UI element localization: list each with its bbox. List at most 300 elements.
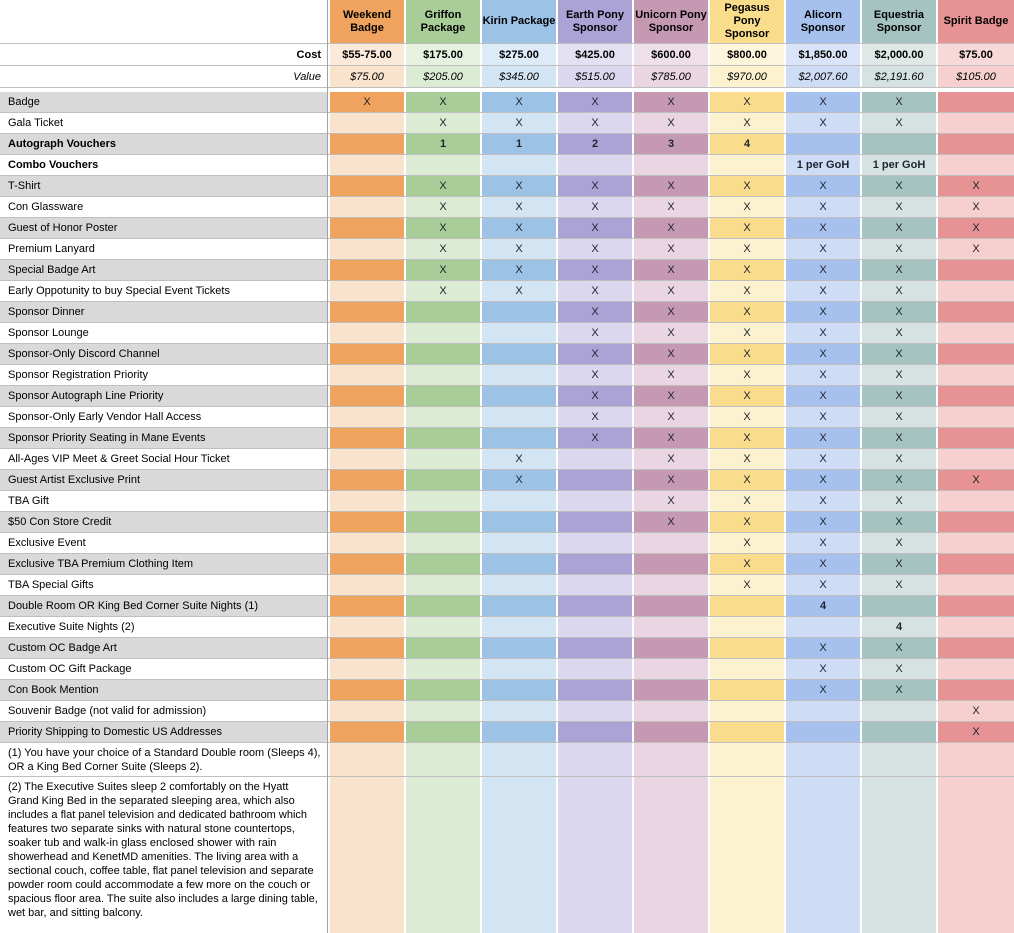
table-cell: X <box>406 281 480 301</box>
table-cell: X <box>558 386 632 406</box>
cost-cell: $275.00 <box>482 44 556 65</box>
table-cell <box>634 554 708 574</box>
row-cells <box>327 638 1014 658</box>
table-cell <box>406 777 480 933</box>
table-cell: X <box>862 218 936 238</box>
table-cell <box>482 680 556 700</box>
row-label: Combo Vouchers <box>0 155 327 175</box>
table-cell: X <box>330 92 404 112</box>
table-cell <box>710 701 784 721</box>
table-cell: X <box>634 470 708 490</box>
table-cell <box>710 155 784 175</box>
feature-row <box>0 575 1014 596</box>
row-label: All-Ages VIP Meet & Greet Social Hour Ticket <box>0 449 327 469</box>
header-cells <box>327 0 1014 43</box>
table-cell <box>558 638 632 658</box>
table-cell <box>558 470 632 490</box>
row-cells <box>327 260 1014 280</box>
feature-row <box>0 449 1014 470</box>
row-label: Sponsor-Only Early Vendor Hall Access <box>0 407 327 427</box>
table-cell <box>938 743 1014 776</box>
table-cell <box>634 722 708 742</box>
column-header: Earth Pony Sponsor <box>558 0 632 43</box>
row-cells <box>327 281 1014 301</box>
value-cell: $345.00 <box>482 66 556 87</box>
table-cell <box>330 260 404 280</box>
table-cell <box>862 777 936 933</box>
table-cell: X <box>634 113 708 133</box>
table-cell: X <box>558 428 632 448</box>
feature-row <box>0 218 1014 239</box>
row-cells <box>327 92 1014 112</box>
table-cell <box>482 596 556 616</box>
table-cell: X <box>558 176 632 196</box>
feature-row <box>0 617 1014 638</box>
table-cell: X <box>634 218 708 238</box>
row-cells <box>327 777 1014 933</box>
table-cell: X <box>634 365 708 385</box>
feature-row <box>0 491 1014 512</box>
cost-row <box>0 44 1014 66</box>
table-cell: X <box>482 176 556 196</box>
table-cell: X <box>558 218 632 238</box>
table-cell <box>330 777 404 933</box>
table-cell: X <box>558 344 632 364</box>
table-cell: X <box>862 176 936 196</box>
table-cell <box>406 302 480 322</box>
feature-row <box>0 386 1014 407</box>
row-label: Autograph Vouchers <box>0 134 327 154</box>
table-cell <box>406 428 480 448</box>
table-cell <box>330 512 404 532</box>
table-cell <box>482 743 556 776</box>
table-cell <box>938 777 1014 933</box>
table-cell <box>558 777 632 933</box>
table-cell <box>406 617 480 637</box>
table-cell: X <box>558 407 632 427</box>
table-cell <box>862 701 936 721</box>
table-cell <box>330 239 404 259</box>
table-cell: X <box>406 176 480 196</box>
column-header: Kirin Package <box>482 0 556 43</box>
column-header: Spirit Badge <box>938 0 1014 43</box>
table-cell: X <box>938 176 1014 196</box>
row-cells <box>327 743 1014 776</box>
table-cell <box>330 491 404 511</box>
column-header: Unicorn Pony Sponsor <box>634 0 708 43</box>
table-cell: X <box>862 281 936 301</box>
table-cell <box>406 344 480 364</box>
row-cells <box>327 575 1014 595</box>
table-cell <box>406 365 480 385</box>
table-cell: X <box>634 92 708 112</box>
row-cells <box>327 596 1014 616</box>
row-cells <box>327 680 1014 700</box>
table-cell: X <box>482 470 556 490</box>
table-cell: X <box>786 176 860 196</box>
table-cell <box>330 680 404 700</box>
table-cell: X <box>710 512 784 532</box>
table-cell <box>482 777 556 933</box>
table-cell <box>406 533 480 553</box>
row-cells <box>327 239 1014 259</box>
table-cell: X <box>710 428 784 448</box>
table-cell: 1 per GoH <box>862 155 936 175</box>
table-cell <box>634 743 708 776</box>
table-cell <box>558 596 632 616</box>
cost-row-label: Cost <box>0 44 327 65</box>
table-cell <box>482 365 556 385</box>
table-cell: X <box>862 575 936 595</box>
table-cell <box>330 743 404 776</box>
table-cell <box>482 659 556 679</box>
table-cell: X <box>862 680 936 700</box>
table-cell <box>938 617 1014 637</box>
column-header: Weekend Badge <box>330 0 404 43</box>
row-label: Con Glassware <box>0 197 327 217</box>
table-cell: X <box>482 113 556 133</box>
table-cell <box>406 323 480 343</box>
table-cell: X <box>406 218 480 238</box>
table-cell: 1 per GoH <box>786 155 860 175</box>
feature-row <box>0 533 1014 554</box>
table-cell: 1 <box>406 134 480 154</box>
table-cell <box>330 701 404 721</box>
table-cell: X <box>634 260 708 280</box>
table-cell <box>634 155 708 175</box>
table-cell: X <box>482 449 556 469</box>
table-cell <box>330 134 404 154</box>
feature-row <box>0 365 1014 386</box>
table-cell <box>330 344 404 364</box>
feature-row <box>0 260 1014 281</box>
table-cell: X <box>406 92 480 112</box>
table-cell <box>558 680 632 700</box>
table-cell <box>862 722 936 742</box>
row-cells <box>327 617 1014 637</box>
table-cell: X <box>482 197 556 217</box>
table-cell: X <box>786 638 860 658</box>
table-cell <box>938 449 1014 469</box>
table-cell <box>938 596 1014 616</box>
row-cells <box>327 176 1014 196</box>
table-cell: X <box>710 239 784 259</box>
row-label: Souvenir Badge (not valid for admission) <box>0 701 327 721</box>
table-cell <box>938 365 1014 385</box>
table-cell <box>482 533 556 553</box>
feature-row <box>0 680 1014 701</box>
table-cell: X <box>862 449 936 469</box>
table-cell: X <box>938 470 1014 490</box>
row-cells <box>327 302 1014 322</box>
table-cell: X <box>862 239 936 259</box>
table-cell: X <box>710 407 784 427</box>
table-cell: X <box>862 344 936 364</box>
cost-cell: $1,850.00 <box>786 44 860 65</box>
table-cell: X <box>862 533 936 553</box>
table-cell <box>558 554 632 574</box>
table-cell: X <box>862 491 936 511</box>
feature-row <box>0 302 1014 323</box>
table-cell <box>710 596 784 616</box>
table-cell: X <box>862 113 936 133</box>
row-cells <box>327 134 1014 154</box>
row-label: Sponsor Lounge <box>0 323 327 343</box>
value-cell: $2,191.60 <box>862 66 936 87</box>
corner-cell <box>0 0 327 43</box>
table-cell: X <box>862 197 936 217</box>
value-cell: $785.00 <box>634 66 708 87</box>
table-cell: X <box>786 365 860 385</box>
feature-row <box>0 638 1014 659</box>
table-cell <box>330 281 404 301</box>
table-cell <box>938 92 1014 112</box>
table-cell <box>406 575 480 595</box>
table-cell <box>938 638 1014 658</box>
table-cell <box>634 575 708 595</box>
table-cell <box>558 533 632 553</box>
table-cell <box>634 680 708 700</box>
table-cell: X <box>406 260 480 280</box>
cost-cell: $175.00 <box>406 44 480 65</box>
table-cell: X <box>786 659 860 679</box>
table-cell: X <box>786 470 860 490</box>
cost-cell: $2,000.00 <box>862 44 936 65</box>
table-cell <box>482 323 556 343</box>
table-cell <box>482 491 556 511</box>
row-label: Early Oppotunity to buy Special Event Tickets <box>0 281 327 301</box>
table-cell: X <box>862 386 936 406</box>
table-cell: X <box>710 554 784 574</box>
row-cells <box>327 722 1014 742</box>
table-cell: 4 <box>786 596 860 616</box>
cost-cell: $800.00 <box>710 44 784 65</box>
table-cell: X <box>786 449 860 469</box>
table-cell <box>406 722 480 742</box>
table-cell: X <box>634 491 708 511</box>
table-cell <box>786 743 860 776</box>
table-cell <box>634 617 708 637</box>
feature-row <box>0 239 1014 260</box>
table-cell: X <box>710 386 784 406</box>
table-cell: X <box>862 407 936 427</box>
table-cell <box>482 575 556 595</box>
table-cell <box>558 449 632 469</box>
table-cell: X <box>482 239 556 259</box>
table-cell: X <box>558 239 632 259</box>
table-cell <box>330 617 404 637</box>
value-cell: $105.00 <box>938 66 1014 87</box>
table-cell: X <box>786 260 860 280</box>
row-label: Priority Shipping to Domestic US Addresses <box>0 722 327 742</box>
table-cell: X <box>634 197 708 217</box>
row-label: T-Shirt <box>0 176 327 196</box>
table-cell <box>938 407 1014 427</box>
table-cell <box>710 659 784 679</box>
table-cell <box>938 554 1014 574</box>
row-cells <box>327 218 1014 238</box>
table-cell: X <box>862 92 936 112</box>
table-cell <box>558 512 632 532</box>
feature-row <box>0 344 1014 365</box>
table-cell: X <box>710 365 784 385</box>
table-cell <box>406 512 480 532</box>
table-cell: X <box>710 92 784 112</box>
row-label: Guest Artist Exclusive Print <box>0 470 327 490</box>
column-header: Alicorn Sponsor <box>786 0 860 43</box>
row-label: Sponsor Registration Priority <box>0 365 327 385</box>
feature-row <box>0 659 1014 680</box>
table-cell <box>330 659 404 679</box>
cost-cell: $425.00 <box>558 44 632 65</box>
table-cell <box>938 155 1014 175</box>
table-cell <box>482 554 556 574</box>
table-cell <box>938 428 1014 448</box>
cost-cell: $600.00 <box>634 44 708 65</box>
table-cell <box>482 701 556 721</box>
row-cells <box>327 197 1014 217</box>
table-cell: X <box>786 407 860 427</box>
table-cell <box>406 491 480 511</box>
table-cell <box>330 407 404 427</box>
table-cell: X <box>862 512 936 532</box>
table-cell <box>938 533 1014 553</box>
table-cell <box>330 575 404 595</box>
table-cell <box>558 155 632 175</box>
row-label: Guest of Honor Poster <box>0 218 327 238</box>
feature-row <box>0 554 1014 575</box>
table-cell <box>938 386 1014 406</box>
table-cell: X <box>634 281 708 301</box>
table-cell: X <box>710 302 784 322</box>
row-cells <box>327 554 1014 574</box>
table-cell: X <box>786 575 860 595</box>
table-cell <box>786 777 860 933</box>
table-cell: X <box>482 218 556 238</box>
table-cell <box>938 260 1014 280</box>
row-label: Sponsor Dinner <box>0 302 327 322</box>
table-cell <box>406 638 480 658</box>
row-label: Double Room OR King Bed Corner Suite Nights (1) <box>0 596 327 616</box>
table-cell <box>634 596 708 616</box>
table-cell <box>786 701 860 721</box>
table-cell <box>938 302 1014 322</box>
table-cell: X <box>938 218 1014 238</box>
table-cell: X <box>406 197 480 217</box>
cost-cell: $75.00 <box>938 44 1014 65</box>
table-cell: X <box>786 386 860 406</box>
row-label: Custom OC Badge Art <box>0 638 327 658</box>
table-cell: X <box>558 302 632 322</box>
table-cell: 3 <box>634 134 708 154</box>
row-label: Sponsor-Only Discord Channel <box>0 344 327 364</box>
table-cell: X <box>710 491 784 511</box>
table-cell: X <box>862 302 936 322</box>
table-body <box>0 92 1014 933</box>
table-cell <box>938 680 1014 700</box>
table-cell: X <box>786 113 860 133</box>
table-cell <box>330 449 404 469</box>
table-cell: X <box>786 554 860 574</box>
table-cell: X <box>634 323 708 343</box>
table-cell: X <box>862 470 936 490</box>
table-cell <box>558 701 632 721</box>
row-cells <box>327 386 1014 406</box>
table-cell: X <box>406 239 480 259</box>
table-cell <box>786 722 860 742</box>
table-cell: X <box>786 92 860 112</box>
table-cell <box>330 113 404 133</box>
table-cell <box>406 155 480 175</box>
feature-row <box>0 323 1014 344</box>
table-cell <box>406 743 480 776</box>
table-cell <box>482 386 556 406</box>
table-cell <box>406 701 480 721</box>
table-cell: X <box>558 281 632 301</box>
table-cell: X <box>634 512 708 532</box>
row-label: Badge <box>0 92 327 112</box>
row-cells <box>327 113 1014 133</box>
column-header: Pegasus Pony Sponsor <box>710 0 784 43</box>
row-label: Premium Lanyard <box>0 239 327 259</box>
table-cell: X <box>710 344 784 364</box>
feature-row <box>0 134 1014 155</box>
table-cell: X <box>406 113 480 133</box>
table-cell <box>634 659 708 679</box>
table-cell <box>406 554 480 574</box>
table-cell: X <box>862 638 936 658</box>
feature-row <box>0 197 1014 218</box>
feature-row <box>0 281 1014 302</box>
table-cell <box>786 134 860 154</box>
table-cell <box>482 302 556 322</box>
row-cells <box>327 428 1014 448</box>
table-cell <box>710 638 784 658</box>
table-cell <box>406 386 480 406</box>
table-cell: X <box>634 407 708 427</box>
row-cells <box>327 155 1014 175</box>
table-cell: X <box>786 239 860 259</box>
row-cells <box>327 344 1014 364</box>
table-cell <box>330 638 404 658</box>
table-cell: X <box>862 365 936 385</box>
table-cell <box>330 197 404 217</box>
footnote-row <box>0 743 1014 777</box>
table-cell: X <box>786 302 860 322</box>
table-cell: X <box>634 239 708 259</box>
feature-row <box>0 176 1014 197</box>
table-cell <box>330 365 404 385</box>
table-cell: X <box>634 176 708 196</box>
table-cell: X <box>786 344 860 364</box>
row-label: $50 Con Store Credit <box>0 512 327 532</box>
value-row <box>0 66 1014 88</box>
table-cell <box>406 680 480 700</box>
row-cells <box>327 323 1014 343</box>
table-cell: X <box>634 302 708 322</box>
row-cells <box>327 533 1014 553</box>
footnote-text: (2) The Executive Suites sleep 2 comfortably on the Hyatt Grand King Bed in the separated sleeping area, which also includes a flat panel television and dedicated bathroom which features two separate sinks with natural stone countertops, soaker tub and walk-in glass enclosed shower with rain showerhead and KenetMD amenities. The living area with a sectional couch, coffee table, flat panel television and separate powder room could accommodate a few more on the couch or spacious floor area. The suite also includes a large dining table, wet bar, and sitting balcony. <box>0 777 327 933</box>
row-label: Custom OC Gift Package <box>0 659 327 679</box>
feature-row <box>0 701 1014 722</box>
cost-cell: $55-75.00 <box>330 44 404 65</box>
feature-row <box>0 155 1014 176</box>
table-cell: X <box>710 260 784 280</box>
table-cell: 4 <box>862 617 936 637</box>
feature-row <box>0 512 1014 533</box>
table-cell <box>330 302 404 322</box>
row-cells <box>327 701 1014 721</box>
